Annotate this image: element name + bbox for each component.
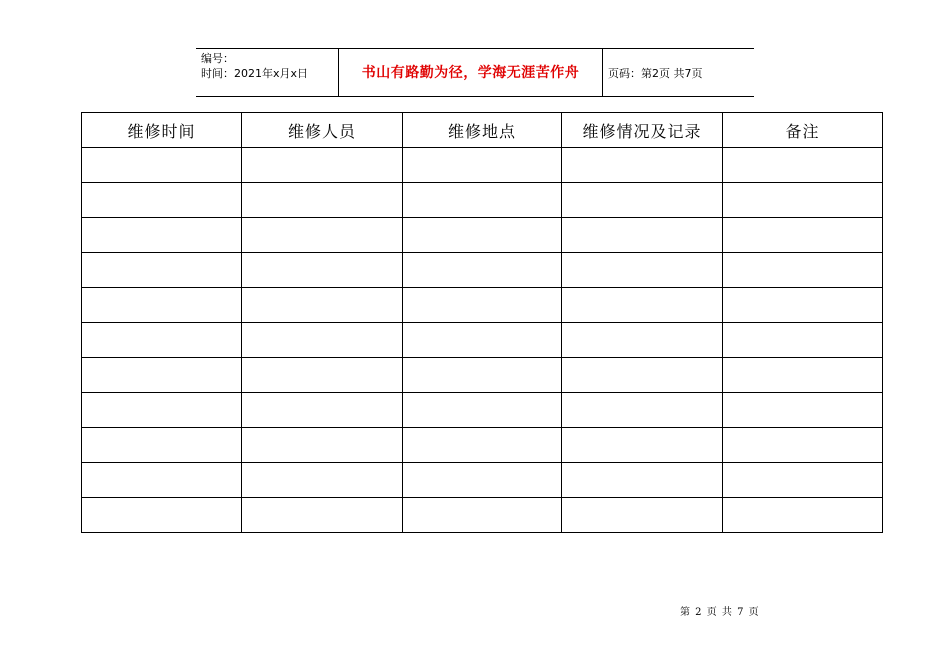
date-label: 时间：2021年x月x日: [201, 67, 309, 80]
table-cell[interactable]: [562, 183, 723, 218]
table-cell[interactable]: [562, 393, 723, 428]
table-row: [82, 253, 883, 288]
table-cell[interactable]: [403, 183, 562, 218]
table-cell[interactable]: [562, 148, 723, 183]
table-cell[interactable]: [562, 323, 723, 358]
table-cell[interactable]: [82, 428, 242, 463]
table-cell[interactable]: [242, 218, 403, 253]
table-cell[interactable]: [82, 253, 242, 288]
table-cell[interactable]: [242, 288, 403, 323]
table-cell[interactable]: [242, 183, 403, 218]
column-header-remarks: 备注: [723, 113, 883, 148]
header-divider: [602, 48, 603, 96]
table-body: [82, 148, 883, 533]
header-bottom-rule: [196, 96, 754, 97]
table-cell[interactable]: [82, 148, 242, 183]
table-cell[interactable]: [723, 288, 883, 323]
serial-number-label: 编号：: [201, 52, 234, 65]
table-row: [82, 428, 883, 463]
table-cell[interactable]: [403, 218, 562, 253]
table-cell[interactable]: [723, 323, 883, 358]
table-row: [82, 393, 883, 428]
table-cell[interactable]: [242, 253, 403, 288]
table-cell[interactable]: [403, 393, 562, 428]
column-header-location: 维修地点: [403, 113, 562, 148]
table-cell[interactable]: [723, 183, 883, 218]
page-footer: 第 2 页 共 7 页: [680, 607, 760, 618]
column-header-personnel: 维修人员: [242, 113, 403, 148]
table-cell[interactable]: [82, 358, 242, 393]
table-cell[interactable]: [82, 323, 242, 358]
table-cell[interactable]: [403, 428, 562, 463]
table-row: [82, 288, 883, 323]
table-cell[interactable]: [562, 463, 723, 498]
table-cell[interactable]: [242, 498, 403, 533]
table-cell[interactable]: [242, 463, 403, 498]
table-cell[interactable]: [562, 498, 723, 533]
table-cell[interactable]: [242, 393, 403, 428]
column-header-record: 维修情况及记录: [562, 113, 723, 148]
table-cell[interactable]: [82, 463, 242, 498]
table-row: [82, 323, 883, 358]
table-cell[interactable]: [242, 323, 403, 358]
table-cell[interactable]: [723, 393, 883, 428]
table-cell[interactable]: [82, 183, 242, 218]
header-page-info: 页码：第2页 共7页: [608, 67, 703, 80]
table-cell[interactable]: [403, 323, 562, 358]
table-cell[interactable]: [403, 358, 562, 393]
table-cell[interactable]: [723, 358, 883, 393]
table-cell[interactable]: [242, 358, 403, 393]
table-cell[interactable]: [562, 218, 723, 253]
table-cell[interactable]: [723, 463, 883, 498]
header-meta: [201, 51, 308, 81]
table-cell[interactable]: [562, 428, 723, 463]
table-cell[interactable]: [723, 218, 883, 253]
table-header-row: [82, 113, 883, 148]
table-cell[interactable]: [242, 428, 403, 463]
table-row: [82, 148, 883, 183]
table-cell[interactable]: [403, 498, 562, 533]
table-cell[interactable]: [723, 253, 883, 288]
column-header-time: 维修时间: [82, 113, 242, 148]
table-cell[interactable]: [82, 498, 242, 533]
table-cell[interactable]: [723, 498, 883, 533]
table-row: [82, 463, 883, 498]
table-cell[interactable]: [562, 288, 723, 323]
maintenance-log-table: [81, 112, 883, 533]
table-cell[interactable]: [82, 218, 242, 253]
table-cell[interactable]: [403, 253, 562, 288]
table-row: [82, 183, 883, 218]
table-cell[interactable]: [723, 428, 883, 463]
motto: 书山有路勤为径，学海无涯苦作舟: [361, 65, 580, 81]
table-cell[interactable]: [403, 463, 562, 498]
table-row: [82, 218, 883, 253]
table-cell[interactable]: [562, 358, 723, 393]
table-cell[interactable]: [562, 253, 723, 288]
table-cell[interactable]: [242, 148, 403, 183]
table-cell[interactable]: [82, 393, 242, 428]
table-row: [82, 358, 883, 393]
table-cell[interactable]: [82, 288, 242, 323]
table-row: [82, 498, 883, 533]
table-cell[interactable]: [403, 148, 562, 183]
table-cell[interactable]: [723, 148, 883, 183]
table-cell[interactable]: [403, 288, 562, 323]
